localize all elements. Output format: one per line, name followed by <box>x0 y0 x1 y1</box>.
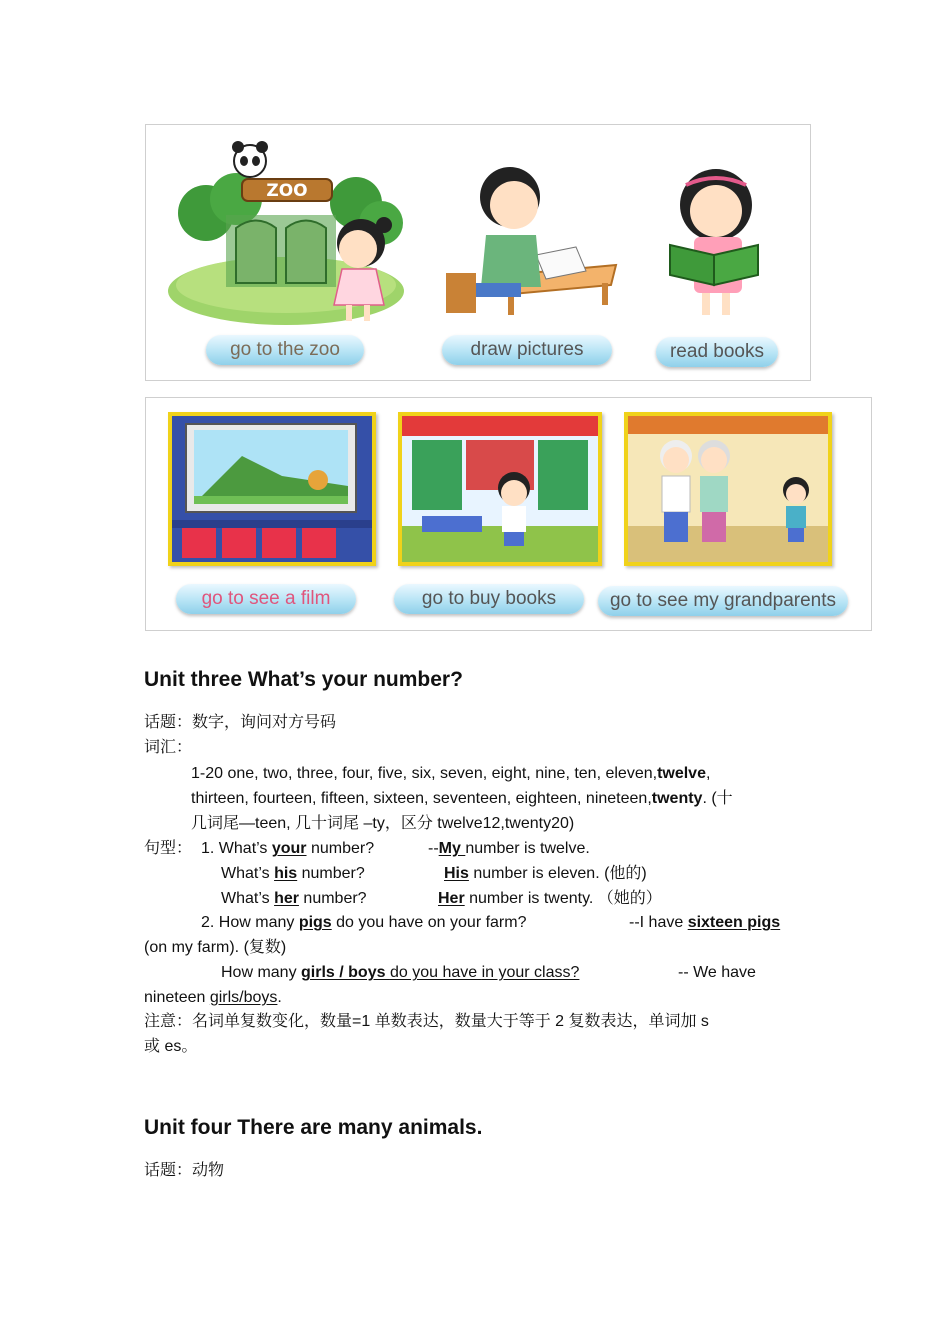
label-read-books: read books <box>656 337 778 367</box>
sentence-2-question <box>221 864 365 884</box>
sentence-4-question <box>201 913 526 933</box>
text: 2. How many <box>201 914 299 931</box>
picture-panel-1 <box>145 124 811 381</box>
text: --I have <box>629 914 688 931</box>
label-go-to-the-zoo: go to the zoo <box>206 335 364 365</box>
unit4-title: Unit four There are many animals. <box>144 1116 483 1139</box>
boy-drawing-image <box>436 155 626 325</box>
sentence-4-answer <box>629 913 780 933</box>
phrase-in-your-class: in your class? <box>481 964 580 981</box>
zoo-scene-image <box>166 133 426 333</box>
cinema-image <box>168 412 376 566</box>
word-my: My <box>438 840 466 857</box>
sentence-5-answer: -- We have <box>678 964 756 981</box>
unit4-topic: 话题：动物 <box>144 1162 225 1179</box>
text: number is eleven. (他的) <box>468 865 647 882</box>
vocab-1-20: 1-20 one, two, three, four, five, six, seven, eight, nine, ten, eleven, <box>191 765 658 782</box>
unit3-title: Unit three What’s your number? <box>144 668 463 691</box>
word-your: your <box>271 840 307 857</box>
text: What’s <box>221 865 275 882</box>
unit3-note-line-1: 注意：名词单复数变化，数量=1 单数表达，数量大于等于 2 复数表达，单词加 s <box>144 1013 709 1030</box>
text: number? <box>297 865 365 882</box>
label-draw-pictures: draw pictures <box>442 335 612 365</box>
word-sixteen-pigs: sixteen pigs <box>687 914 781 931</box>
vocab-comma: , <box>705 765 711 782</box>
picture-panel-2 <box>145 397 872 631</box>
sentence-3-answer <box>438 889 662 909</box>
unit3-topic: 话题：数字，询问对方号码 <box>144 714 337 731</box>
vocab-twenty: twenty <box>651 790 703 807</box>
word-her-answer: Her <box>438 890 465 907</box>
text: number? <box>298 890 367 907</box>
unit3-vocab-line-2 <box>191 789 733 809</box>
text: number is twelve. <box>465 840 590 857</box>
label-go-to-buy-books: go to buy books <box>394 584 584 614</box>
zoo-sign-text: ZOO <box>266 181 308 201</box>
text: do you have <box>389 964 482 981</box>
word-her: her <box>274 890 299 907</box>
unit3-vocab-line-1 <box>191 764 710 784</box>
text: 1. What’s <box>201 840 272 857</box>
text: . <box>277 989 282 1006</box>
vocab-note-start: . (十 <box>702 790 733 807</box>
label-go-to-see-my-grandparents: go to see my grandparents <box>598 586 848 616</box>
label-go-to-see-a-film: go to see a film <box>176 584 356 614</box>
unit3-vocab-label: 词汇： <box>144 739 193 756</box>
text: number is twenty. （她的） <box>464 890 662 907</box>
word-pigs: pigs <box>298 914 332 931</box>
text: -- <box>428 840 439 857</box>
sentence-1-question <box>201 839 374 859</box>
text: number? <box>306 840 375 857</box>
text: nineteen <box>144 989 210 1006</box>
word-girls-boys: girls / boys <box>301 964 390 981</box>
unit3-pattern-label: 句型： <box>144 840 193 857</box>
unit3-note-line-2: 或 es。 <box>144 1038 198 1055</box>
bookstore-image <box>398 412 602 566</box>
sentence-5-continuation <box>144 988 282 1008</box>
unit3-vocab-line-3: 几词尾—teen, 几十词尾 –ty，区分 twelve12,twenty20) <box>191 815 575 832</box>
girl-reading-image <box>656 165 776 325</box>
grandparents-image <box>624 412 832 566</box>
word-his: his <box>274 865 298 882</box>
vocab-thirteen-nineteen: thirteen, fourteen, fifteen, sixteen, seventeen, eighteen, nineteen, <box>191 790 652 807</box>
text: do you have on your farm? <box>331 914 527 931</box>
text: What’s <box>221 890 275 907</box>
phrase-girls-boys: girls/boys <box>209 989 278 1006</box>
sentence-1-answer <box>428 839 590 859</box>
sentence-3-question <box>221 889 367 909</box>
sentence-2-answer <box>444 864 647 884</box>
vocab-twelve: twelve <box>657 765 706 782</box>
sentence-4-continuation: (on my farm). (复数) <box>144 939 287 956</box>
text: How many <box>221 964 302 981</box>
word-his-answer: His <box>444 865 469 882</box>
sentence-5-question <box>221 963 579 983</box>
